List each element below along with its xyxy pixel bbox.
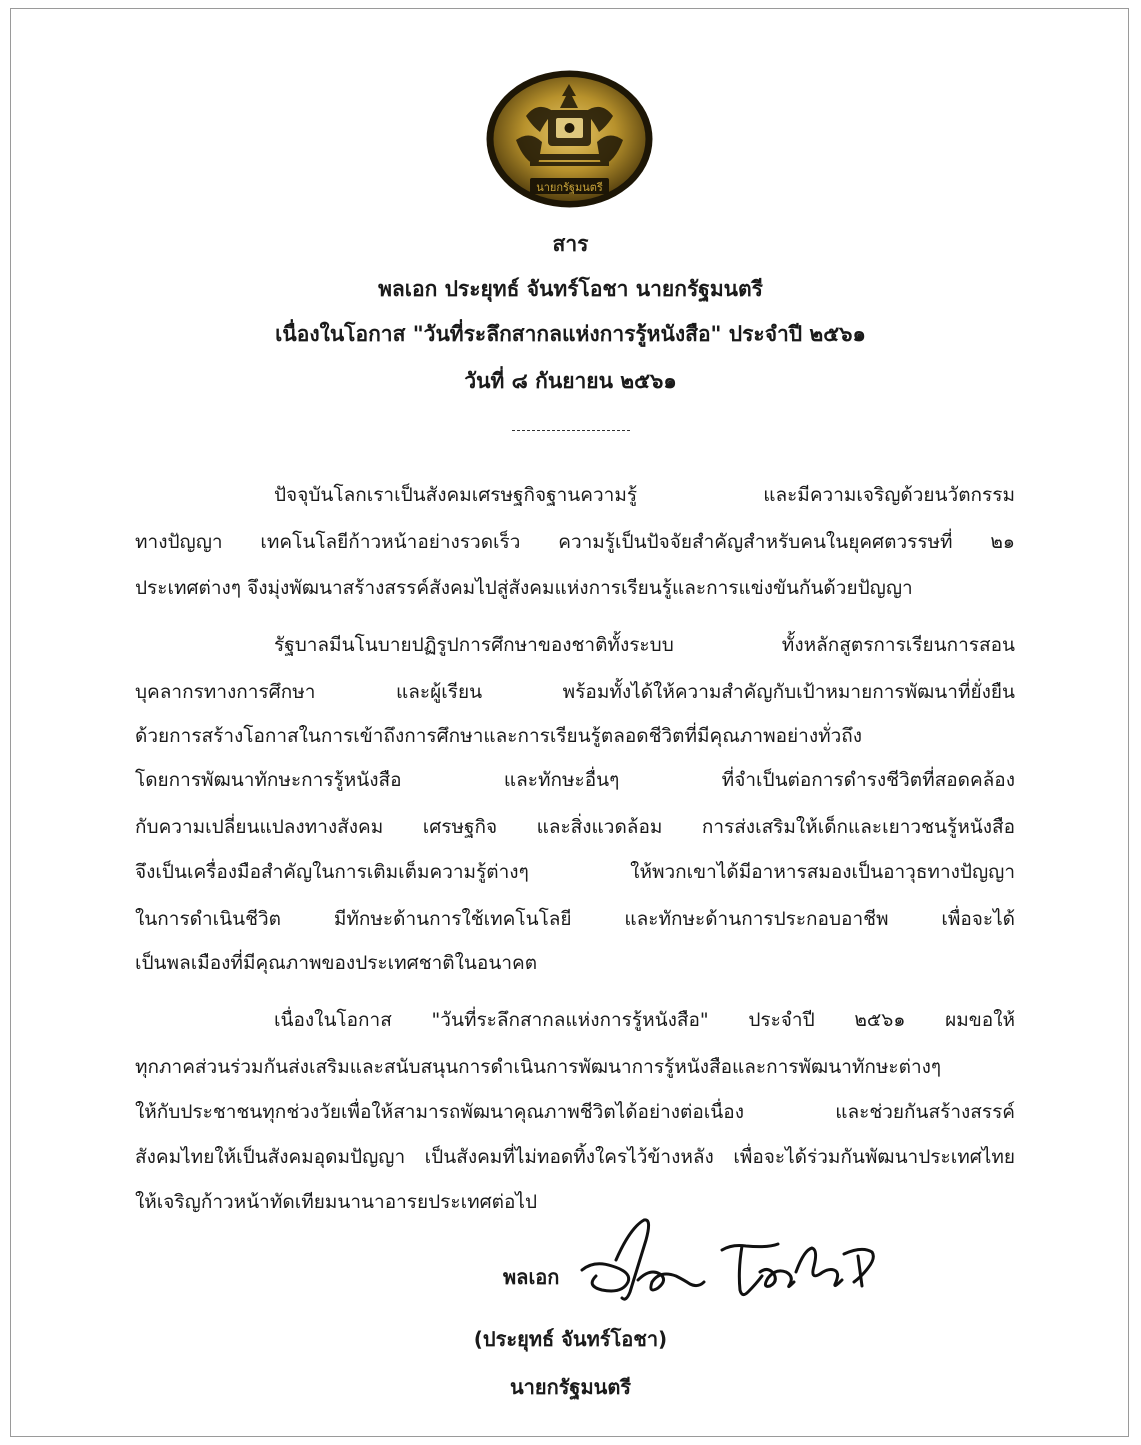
date-line: วันที่ ๘ กันยายน ๒๕๖๑ <box>464 369 677 393</box>
occasion-line: เนื่องในโอกาส "วันที่ระลึกสากลแห่งการรู้หนังสือ" ประจำปี ๒๕๖๑ <box>275 322 866 346</box>
paragraph-2-line: กับความเปลี่ยนแปลงทางสังคม เศรษฐกิจ และสิ่งแวดล้อม การส่งเสริมให้เด็กและเยาวชนรู้หนังสือ <box>135 816 1015 838</box>
document-label: สาร <box>552 232 589 256</box>
divider <box>512 430 630 431</box>
signature-rank: พลเอก <box>503 1265 560 1289</box>
signatory-title: นายกรัฐมนตรี <box>509 1375 632 1399</box>
document-frame <box>10 8 1129 1437</box>
sender-line: พลเอก ประยุทธ์ จันทร์โอชา นายกรัฐมนตรี <box>378 277 763 301</box>
svg-text:นายกรัฐมนตรี: นายกรัฐมนตรี <box>536 181 603 194</box>
paragraph-3-line: ให้เจริญก้าวหน้าทัดเทียมนานาอารยประเทศต่อไป <box>135 1191 538 1213</box>
signatory-name: (ประยุทธ์ จันทร์โอชา) <box>473 1327 668 1351</box>
paragraph-3-line: ทุกภาคส่วนร่วมกันส่งเสริมและสนับสนุนการดำเนินการพัฒนาการรู้หนังสือและการพัฒนาทักษะต่างๆ <box>135 1056 942 1078</box>
paragraph-2-line: ด้วยการสร้างโอกาสในการเข้าถึงการศึกษาและการเรียนรู้ตลอดชีวิตที่มีคุณภาพอย่างทั่วถึง <box>135 725 863 747</box>
paragraph-2-line: โดยการพัฒนาทักษะการรู้หนังสือ และทักษะอื่นๆ ที่จำเป็นต่อการดำรงชีวิตที่สอดคล้อง <box>135 769 1015 791</box>
paragraph-2-line: จึงเป็นเครื่องมือสำคัญในการเติมเต็มความรู้ต่างๆ ให้พวกเขาได้มีอาหารสมองเป็นอาวุธทางปัญญา <box>135 861 1015 883</box>
paragraph-3-line: เนื่องในโอกาส "วันที่ระลึกสากลแห่งการรู้หนังสือ" ประจำปี ๒๕๖๑ ผมขอให้ <box>274 1009 1015 1031</box>
paragraph-2-line: เป็นพลเมืองที่มีคุณภาพของประเทศชาติในอนาคต <box>135 952 538 974</box>
paragraph-1-line: ปัจจุบันโลกเราเป็นสังคมเศรษฐกิจฐานความรู้ และมีความเจริญด้วยนวัตกรรม <box>274 484 1015 506</box>
paragraph-3-line: ให้กับประชาชนทุกช่วงวัยเพื่อให้สามารถพัฒนาคุณภาพชีวิตได้อย่างต่อเนื่อง และช่วยกันสร้างสรรค์ <box>135 1101 1015 1123</box>
paragraph-3-line: สังคมไทยให้เป็นสังคมอุดมปัญญา เป็นสังคมที่ไม่ทอดทิ้งใครไว้ข้างหลัง เพื่อจะได้ร่วมกันพัฒนาประเทศไทย <box>135 1146 1015 1168</box>
royal-garuda-seal-icon <box>486 70 653 208</box>
paragraph-2-line: ในการดำเนินชีวิต มีทักษะด้านการใช้เทคโนโลยี และทักษะด้านการประกอบอาชีพ เพื่อจะได้ <box>135 908 1015 930</box>
handwritten-signature-icon <box>572 1210 884 1308</box>
paragraph-2-line: รัฐบาลมีนโนบายปฏิรูปการศึกษาของชาติทั้งระบบ ทั้งหลักสูตรการเรียนการสอน <box>274 634 1015 656</box>
paragraph-1-line: ประเทศต่างๆ จึงมุ่งพัฒนาสร้างสรรค์สังคมไปสู่สังคมแห่งการเรียนรู้และการแข่งขันกันด้วยปัญญา <box>135 577 913 599</box>
paragraph-2-line: บุคลากรทางการศึกษา และผู้เรียน พร้อมทั้งได้ให้ความสำคัญกับเป้าหมายการพัฒนาที่ยั่งยืน <box>135 681 1015 703</box>
paragraph-1-line: ทางปัญญา เทคโนโลยีก้าวหน้าอย่างรวดเร็ว ความรู้เป็นปัจจัยสำคัญสำหรับคนในยุคศตวรรษที่ ๒๑ <box>135 531 1015 553</box>
